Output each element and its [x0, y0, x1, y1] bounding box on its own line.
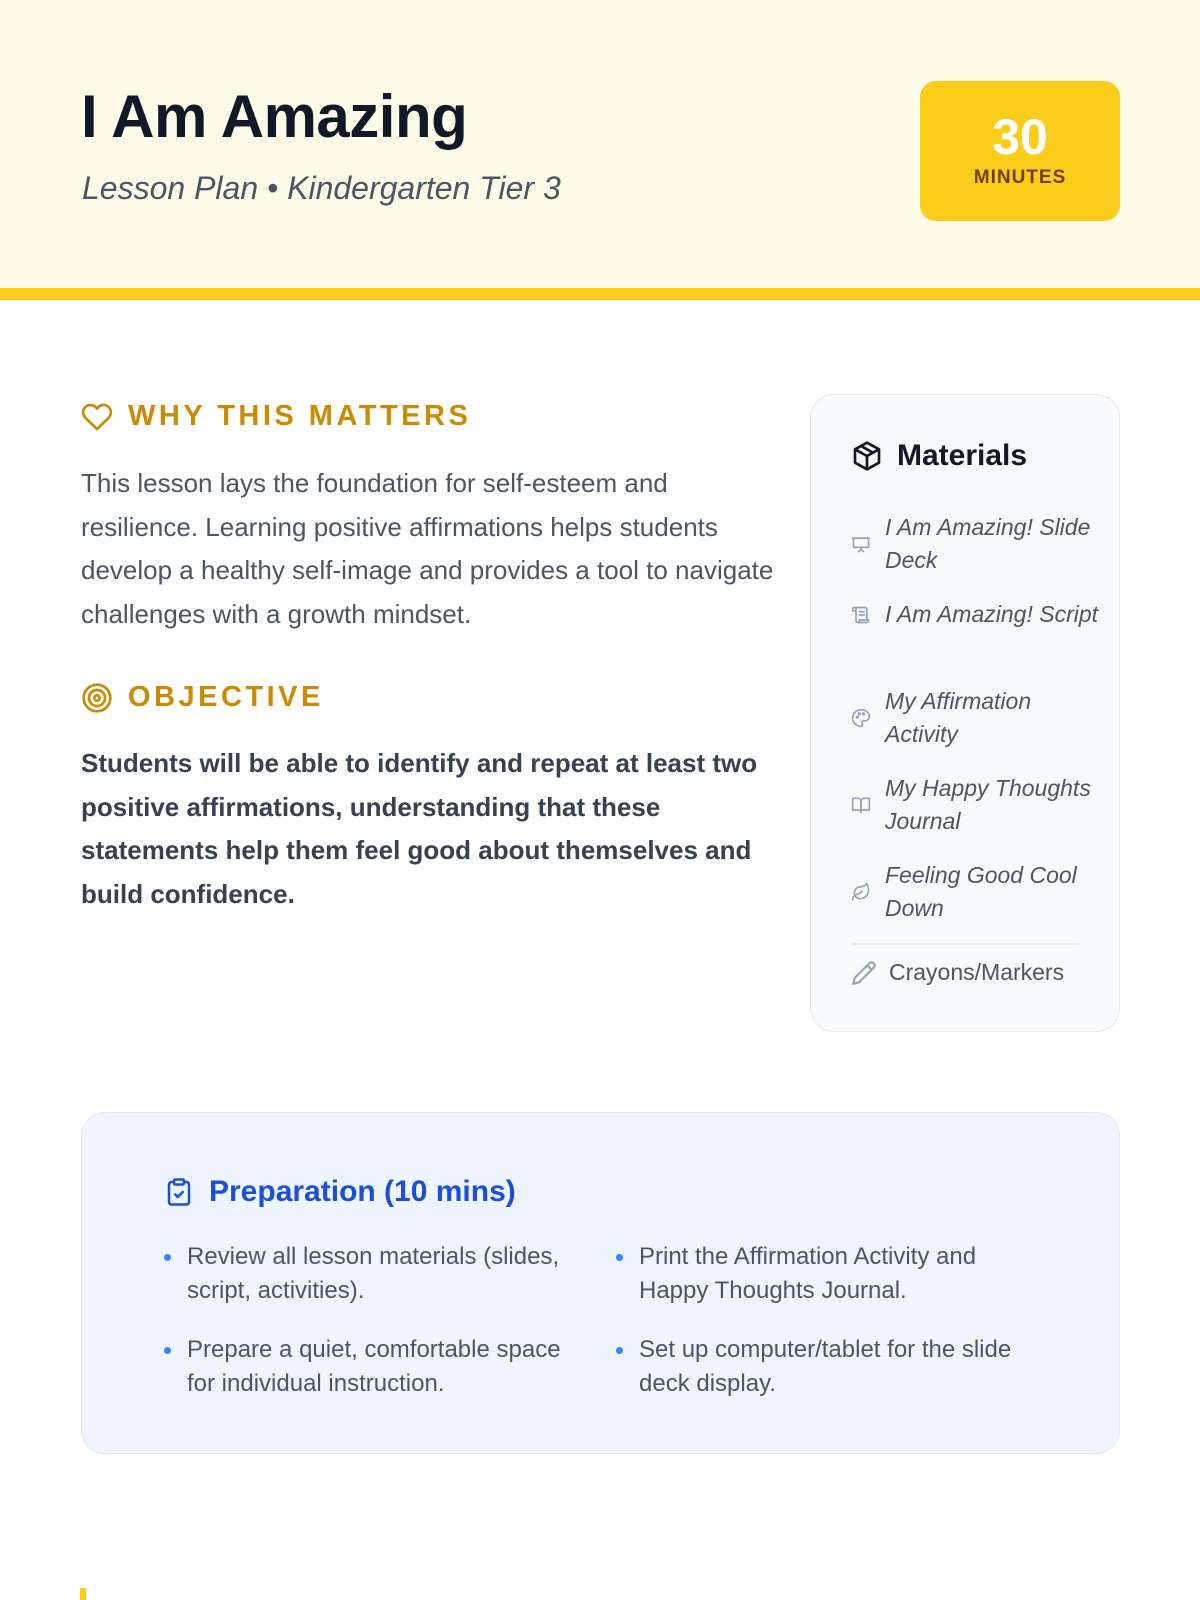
material-label: I Am Amazing! Slide Deck [885, 514, 1091, 573]
book-open-icon [851, 795, 871, 815]
objective-section-heading [81, 681, 324, 714]
material-item-cool-down[interactable] [851, 859, 1105, 925]
objective-text: Students will be able to identify and repeat at least two positive affirmations, understanding that these statements help them feel good about themselves and build confidence. [81, 748, 758, 909]
page-title: I Am Amazing [81, 83, 468, 150]
preparation-heading [164, 1175, 516, 1209]
material-label: Feeling Good Cool Down [885, 862, 1077, 921]
why-heading-label: WHY THIS MATTERS [128, 400, 472, 432]
presentation-icon [851, 534, 871, 554]
materials-heading [851, 439, 1027, 473]
preparation-heading-label: Preparation (10 mins) [209, 1175, 516, 1208]
duration-unit: MINUTES [973, 167, 1067, 188]
preparation-card [81, 1112, 1120, 1454]
why-section-heading [81, 400, 471, 433]
target-icon [81, 682, 113, 714]
material-item-slide-deck[interactable] [851, 511, 1105, 577]
materials-divider [851, 943, 1079, 945]
prep-list-item: Print the Affirmation Activity and Happy Thoughts Journal. [616, 1240, 1016, 1307]
why-text: This lesson lays the foundation for self-esteem and resilience. Learning positive affirmations helps students develop a healthy self-image and provides a tool to navigate challenges with a growth mindset. [81, 468, 774, 629]
duration-badge [920, 81, 1120, 221]
materials-heading-label: Materials [897, 439, 1028, 472]
objective-heading-label: OBJECTIVE [128, 681, 324, 713]
clipboard-check-icon [164, 1176, 194, 1208]
next-section-accent [80, 1588, 86, 1600]
pencil-icon [851, 960, 877, 986]
duration-value: 30 [992, 109, 1048, 165]
material-item-script[interactable] [851, 598, 1105, 631]
material-item-affirmation-activity[interactable] [851, 685, 1105, 751]
prep-list-item: Prepare a quiet, comfortable space for individual instruction. [164, 1333, 564, 1400]
material-item-crayons[interactable] [851, 959, 1064, 986]
material-label: My Happy Thoughts Journal [885, 775, 1091, 834]
box-icon [851, 440, 883, 472]
materials-card [810, 394, 1120, 1032]
palette-icon [851, 708, 871, 728]
prep-list-item: Review all lesson materials (slides, script, activities). [164, 1240, 564, 1307]
material-label: I Am Amazing! Script [885, 601, 1099, 627]
leaf-icon [851, 882, 871, 902]
material-label: Crayons/Markers [889, 959, 1065, 985]
material-item-happy-thoughts-journal[interactable] [851, 772, 1105, 838]
scroll-icon [851, 605, 871, 625]
prep-list-item: Set up computer/tablet for the slide deck display. [616, 1333, 1016, 1400]
material-label: My Affirmation Activity [885, 688, 1032, 747]
page-subtitle: Lesson Plan • Kindergarten Tier 3 [82, 170, 561, 206]
heart-icon [81, 401, 113, 433]
lesson-header [0, 0, 1200, 300]
